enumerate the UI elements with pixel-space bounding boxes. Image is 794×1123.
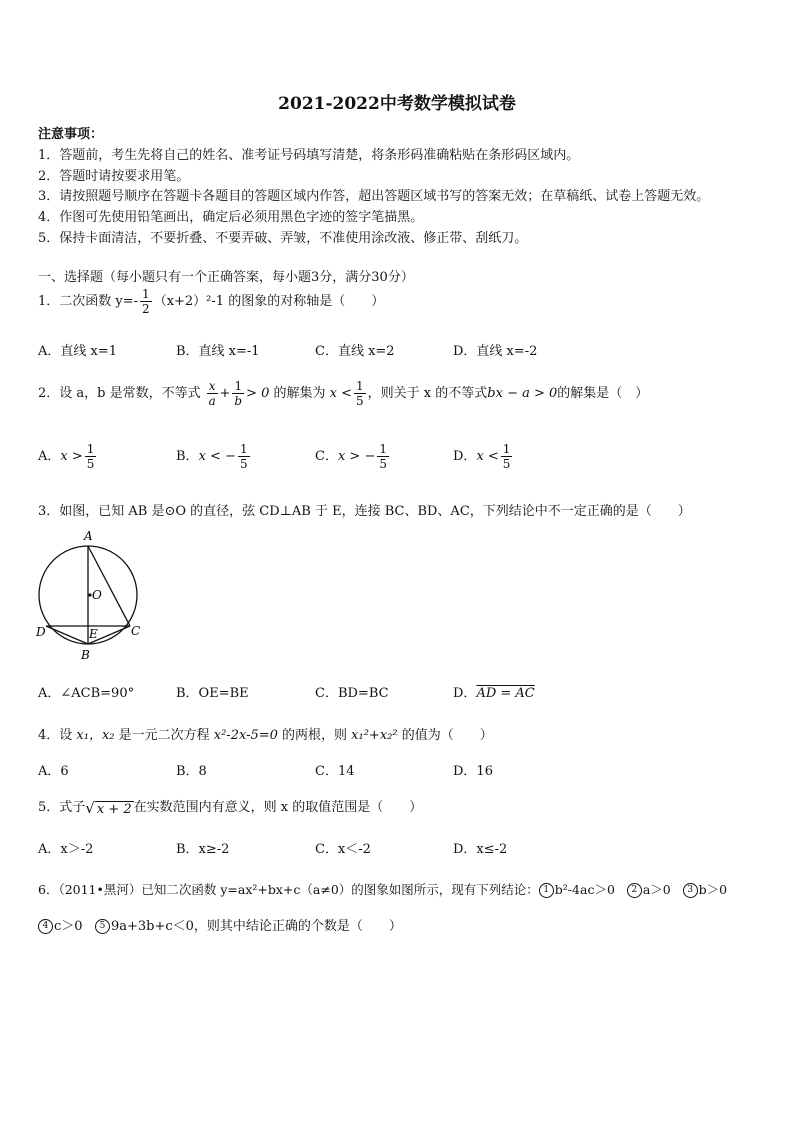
q1-option-d[interactable]: D．直线 x=-2	[453, 344, 538, 359]
fraction: $\frac{1}{2}$	[142, 287, 150, 316]
question-4: 4．设 x₁，x₂ 是一元二次方程 x²-2x-5=0 的两根，则 x₁²+x₂² 的值为（ ）	[38, 728, 493, 743]
circled-number-4: 4	[38, 919, 53, 934]
circled-number-5: 5	[95, 919, 110, 934]
q4-option-d[interactable]: D．16	[453, 764, 493, 779]
notice-item-1: 1．答题前，考生先将自己的姓名、准考证号码填写清楚，将条形码准确粘贴在条形码区域内。	[38, 148, 580, 163]
q4-option-b[interactable]: B．8	[176, 764, 207, 779]
q1-option-a[interactable]: A．直线 x=1	[38, 344, 118, 359]
label-d: D	[36, 625, 46, 639]
q3-option-b[interactable]: B．OE=BE	[176, 686, 249, 701]
q4-option-c[interactable]: C．14	[315, 764, 355, 779]
q5-option-c[interactable]: C．x＜-2	[315, 842, 371, 857]
q2-option-a[interactable]: A．x > $\frac{1}{5}$	[38, 442, 95, 471]
q4-option-a[interactable]: A．6	[38, 764, 69, 779]
question-6-line-2: 4 c＞0 5 9a+3b+c＜0，则其中结论正确的个数是（ ）	[38, 915, 402, 934]
question-1: 1．二次函数 y=- $\frac{1}{2}$ （x+2）²-1 的图象的对称轴是（ ）	[38, 287, 385, 316]
q5-option-b[interactable]: B．x≥-2	[176, 842, 230, 857]
question-2: 2．设 a，b 是常数，不等式 $\frac{x}{a}$ + $\frac{1}{b}$ > 0 的解集为 x < $\frac{1}{5}$ ，则关于 x 的不等式bx − a > 0的解集是（ ）	[38, 379, 649, 408]
q3-option-a[interactable]: A．∠ACB=90°	[38, 686, 135, 701]
segment-bd	[46, 626, 88, 644]
label-e: E	[89, 627, 98, 641]
circle-diagram	[36, 528, 142, 662]
circled-number-2: 2	[627, 883, 642, 898]
question-5: 5．式子√ x + 2 在实数范围内有意义，则 x 的取值范围是（ ）	[38, 798, 423, 817]
notice-item-5: 5．保持卡面清洁，不要折叠、不要弄破、弄皱，不准使用涂改液、修正带、刮纸刀。	[38, 231, 528, 246]
q3-option-c[interactable]: C．BD=BC	[315, 686, 389, 701]
q5-option-d[interactable]: D．x≤-2	[453, 842, 508, 857]
q2-option-d[interactable]: D．x < $\frac{1}{5}$	[453, 442, 511, 471]
notice-item-2: 2．答题时请按要求用笔。	[38, 169, 190, 184]
question-6-line-1: 6．（2011•黑河）已知二次函数 y=ax²+bx+c（a≠0）的图象如图所示，现有下列结论： 1 b²-4ac＞0 2 a＞0 3 b＞0	[38, 882, 728, 897]
label-a: A	[84, 529, 93, 543]
notice-heading: 注意事项：	[38, 127, 104, 142]
q1-option-b[interactable]: B．直线 x=-1	[176, 344, 260, 359]
q2-option-b[interactable]: B．x < − $\frac{1}{5}$	[176, 442, 248, 471]
sqrt-expression: √ x + 2	[85, 798, 132, 817]
label-o: O	[92, 588, 102, 602]
section-heading: 一、选择题（每小题只有一个正确答案，每小题3分，满分30分）	[38, 270, 414, 285]
label-b: B	[81, 648, 90, 662]
segment-ac	[88, 546, 130, 626]
question-3: 3．如图，已知 AB 是⊙O 的直径，弦 CD⊥AB 于 E，连接 BC、BD、AC，下列结论中不一定正确的是（ ）	[38, 504, 691, 519]
circled-number-1: 1	[539, 883, 554, 898]
circled-number-3: 3	[683, 883, 698, 898]
q1-option-c[interactable]: C．直线 x=2	[315, 344, 395, 359]
q3-option-d[interactable]: D．AD = AC	[453, 686, 535, 701]
q5-option-a[interactable]: A．x＞-2	[38, 842, 94, 857]
label-c: C	[131, 624, 141, 638]
notice-item-4: 4．作图可先使用铅笔画出，确定后必须用黑色字迹的签字笔描黑。	[38, 210, 424, 225]
q2-option-c[interactable]: C．x > − $\frac{1}{5}$	[315, 442, 387, 471]
notice-item-3: 3．请按照题号顺序在答题卡各题目的答题区域内作答，超出答题区域书写的答案无效；在草稿纸、试卷上答题无效。	[38, 189, 710, 204]
page-title: 2021-2022中考数学模拟试卷	[278, 94, 516, 114]
